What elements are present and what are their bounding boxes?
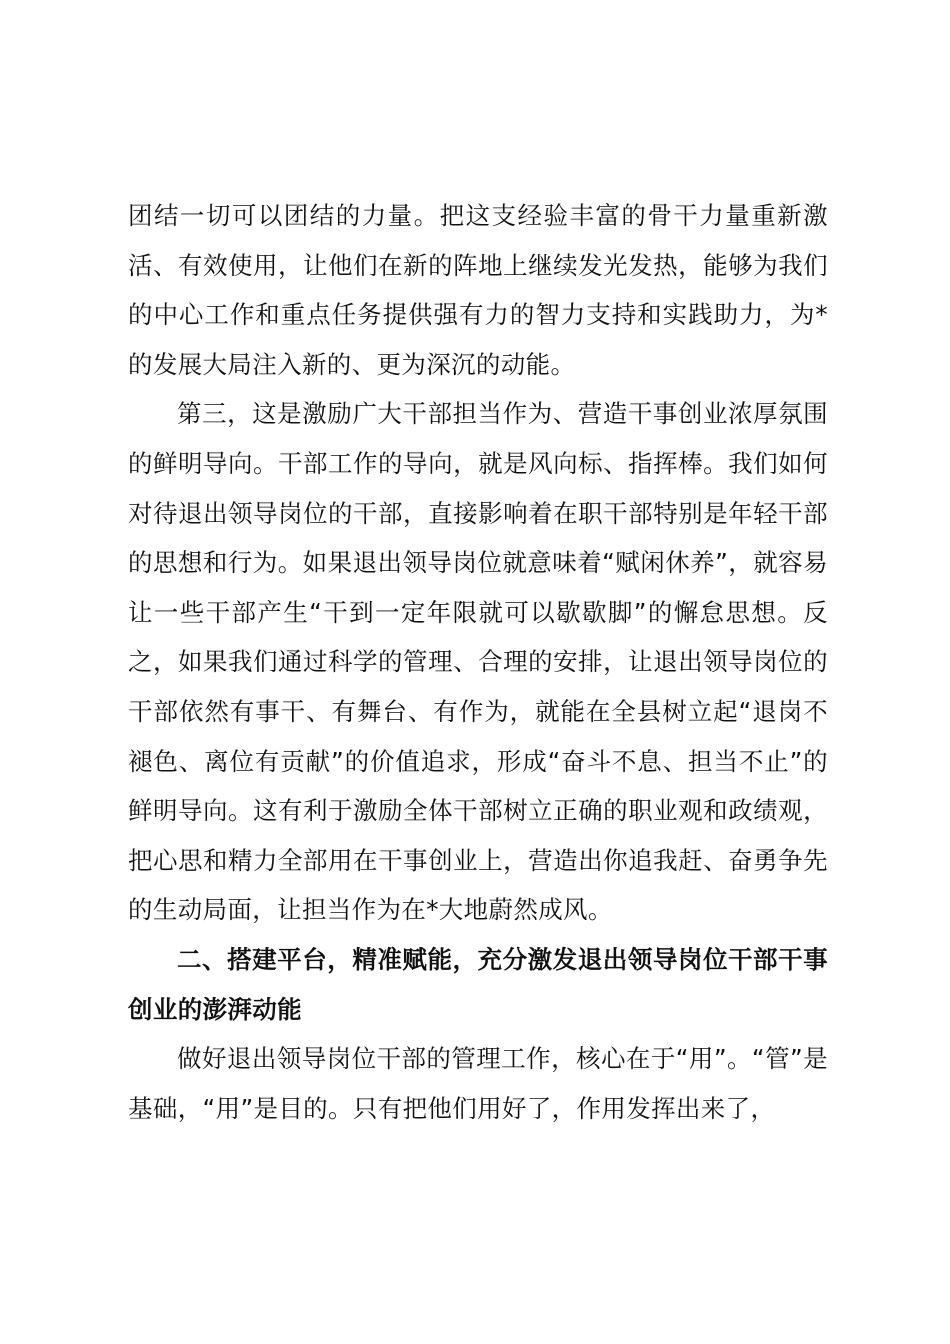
document-body [128,191,828,1133]
paragraph-third-point: 第三，这是激励广大干部担当作为、营造干事创业浓厚氛围的鲜明导向。干部工作的导向，就是风向标、指挥棒。我们如何对待退出领导岗位的干部，直接影响着在职干部特别是年轻干部的思想和行为。如果退出领导岗位就意味着“赋闲休养”，就容易让一些干部产生“干到一定年限就可以歇歇脚”的懈怠思想。反之，如果我们通过科学的管理、合理的安排，让退出领导岗位的干部依然有事干、有舞台、有作为，就能在全县树立起“退岗不褪色、离位有贡献”的价值追求，形成“奋斗不息、担当不止”的鲜明导向。这有利于激励全体干部树立正确的职业观和政绩观，把心思和精力全部用在干事创业上，营造出你追我赶、奋勇争先的生动局面，让担当作为在*大地蔚然成风。 [128,399,828,925]
paragraph-continuation: 团结一切可以团结的力量。把这支经验丰富的骨干力量重新激活、有效使用，让他们在新的阵地上继续发光发热，能够为我们的中心工作和重点任务提供强有力的智力支持和实践助力，为*的发展大局注入新的、更为深沉的动能。 [128,201,828,379]
section-heading: 二、搭建平台，精准赋能，充分激发退出领导岗位干部干事创业的澎湃动能 [128,944,828,1024]
paragraph-section-intro: 做好退出领导岗位干部的管理工作，核心在于“用”。“管”是基础，“用”是目的。只有把他们用好了，作用发挥出来了， [128,1044,828,1123]
